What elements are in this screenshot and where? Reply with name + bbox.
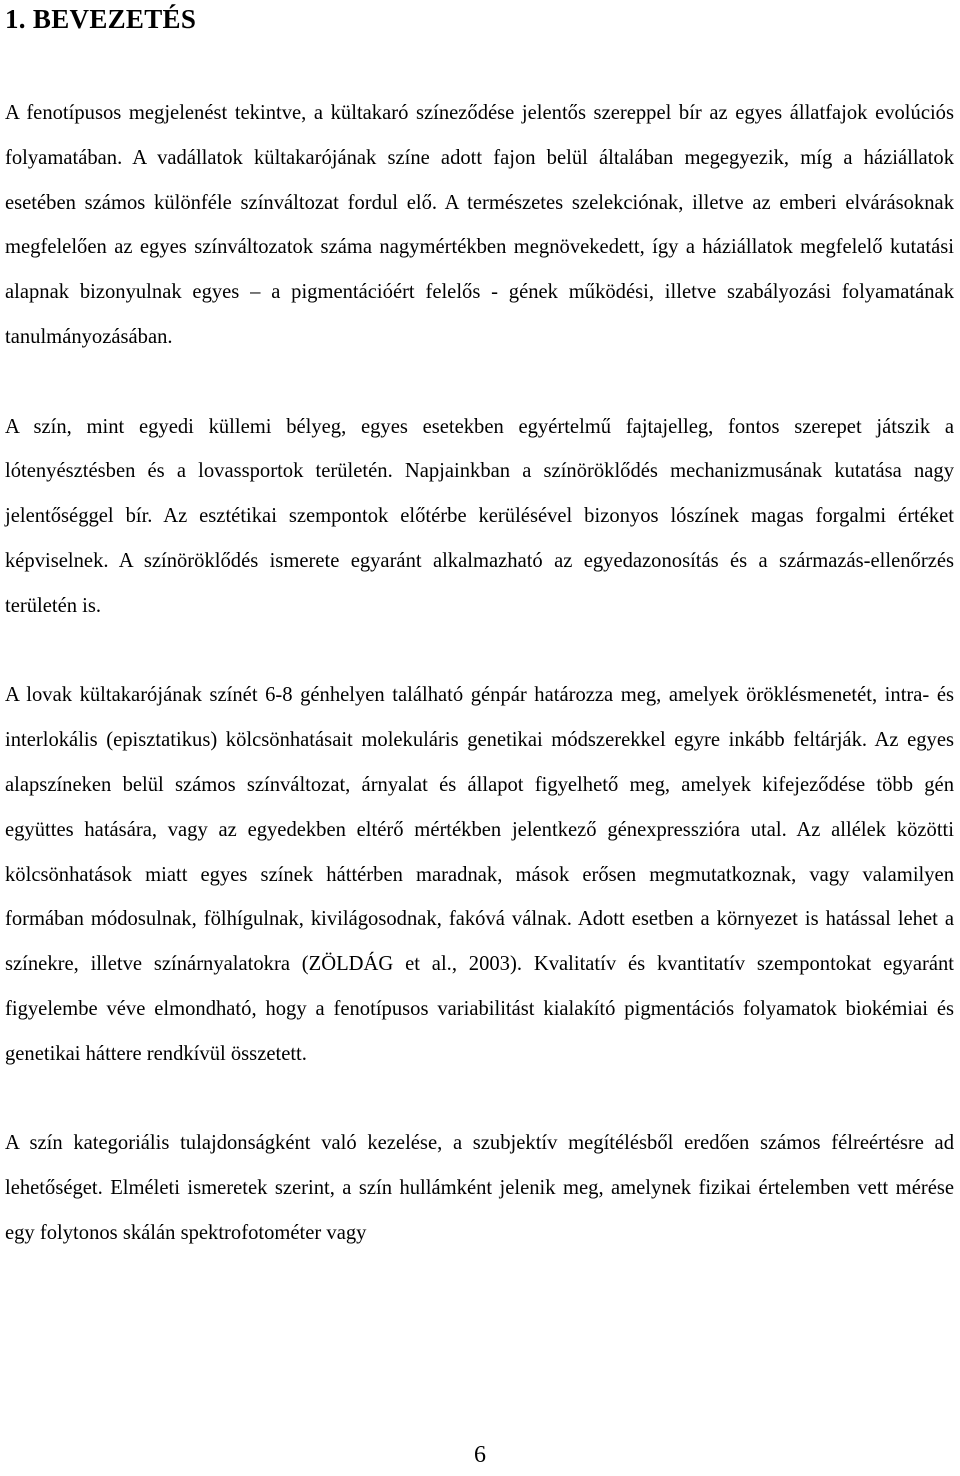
section-heading: 1. BEVEZETÉS xyxy=(5,4,197,34)
page-number: 6 xyxy=(474,1442,486,1468)
paragraph-3: A lovak kültakarójának színét 6-8 génhelyen található génpár határozza meg, amelyek öröklésmenetét, intra- és interlokális (episztatikus) kölcsönhatásait molekuláris genetikai módszerekkel egyre inkább feltárják. Az egyes alapszíneken belül számos színváltozat, árnyalat és állapot figyelhető meg, amelyek kifejeződése több gén együttes hatására, vagy az egyedekben eltérő mértékben jelentkező génexpresszióra utal. Az allélek közötti kölcsönhatások miatt egyes színek háttérben maradnak, mások erősen megmutatkoznak, vagy valamilyen formában módosulnak, fölhígulnak, kivilágosodnak, fakóvá válnak. Adott esetben a környezet is hatással lehet a színekre, illetve színárnyalatokra (ZÖLDÁG et al., 2003). Kvalitatív és kvantitatív szempontokat egyaránt figyelembe véve elmondható, hogy a fenotípusos variabilitást kialakító pigmentációs folyamatok biokémiai és genetikai háttere rendkívül összetett. xyxy=(5,684,954,1065)
paragraph-4: A szín kategoriális tulajdonságként való kezelése, a szubjektív megítélésből eredően számos félreértésre ad lehetőséget. Elméleti ismeretek szerint, a szín hullámként jelenik meg, amelynek fizikai értelemben vett mérése egy folytonos skálán spektrofotométer vagy xyxy=(5,1132,954,1244)
paragraph-1: A fenotípusos megjelenést tekintve, a kültakaró színeződése jelentős szereppel bír az egyes állatfajok evolúciós folyamatában. A vadállatok kültakarójának színe adott fajon belül általában megegyezik, míg a háziállatok esetében számos különféle színváltozat fordul elő. A természetes szelekciónak, illetve az emberi elvárásoknak megfelelően az egyes színváltozatok száma nagymértékben megnövekedett, így a háziállatok megfelelő kutatási alapnak bizonyulnak egyes – a pigmentációért felelős - gének működési, illetve szabályozási folyamatának tanulmányozásában. xyxy=(5,102,954,348)
paragraph-2: A szín, mint egyedi küllemi bélyeg, egyes esetekben egyértelmű fajtajelleg, fontos szerepet játszik a lótenyésztésben és a lovassportok területén. Napjainkban a színöröklődés mechanizmusának kutatása nagy jelentőséggel bír. Az esztétikai szempontok előtérbe kerülésével bizonyos lószínek magas forgalmi értéket képviselnek. A színöröklődés ismerete egyaránt alkalmazható az egyedazonosítás és a származás-ellenőrzés területén is. xyxy=(5,415,954,617)
